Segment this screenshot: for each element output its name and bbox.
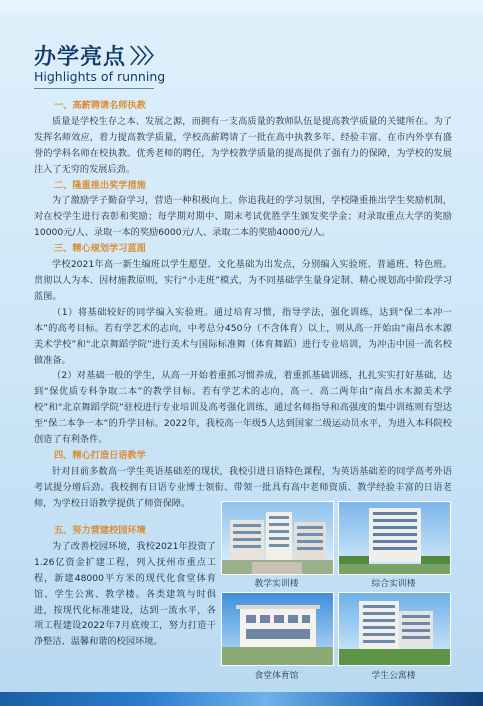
title-underline — [34, 88, 154, 89]
photo-canteen-gym — [221, 592, 334, 666]
page-subtitle: Highlights of running — [34, 69, 166, 84]
section-3-paragraph-3: （2）对基础一般的学生，从高一开始着重抓习惯养成，着重抓基础训练，扎扎实实打好基础，达到“保优质专科争取二本”的教学目标。若有学艺术的志向，高一、高二两年由“南昌水木源美术学校”和“北京舞蹈学院”驻校进行专业培训及高考强化训练，通过名师指导和高强度的集中训练则有望达至“保二本争一本”的升学目标。2022年，我校高一年级5人达到国家二级运动员水平，为进入本科院校创造了有利条件。 — [34, 370, 452, 446]
section-5 — [34, 523, 216, 650]
caption-teaching-building: 教学实训楼 — [254, 579, 299, 589]
section-5-paragraph: 为了改善校园环境，我校2021年投资了1.26亿资金扩建工程，列入抚州市重点工程，新建48000平方米的现代化食堂体育馆、学生公寓、教学楼。各类建筑与时俱进，按现代化标准建设，达到一流水平，各项工程建设2022年7月底竣工，努力打造干净整洁、温馨和谐的校园环境。 — [34, 540, 216, 648]
photo-teaching-building — [221, 501, 334, 575]
section-2-paragraph: 为了激励学子勤奋学习，营造一种积极向上、你追我赶的学习氛围，学校隆重推出学生奖励机制，对在校学生进行表彰和奖励；每学期对期中、期末考试优胜学生颁发奖学金；对录取重点大学的奖励10000元/人、录取一本的奖励6000元/人、录取二本的奖励4000元/人。 — [34, 195, 452, 239]
photo-comprehensive-building — [338, 501, 451, 575]
building-icon — [222, 593, 333, 665]
caption-canteen-gym: 食堂体育馆 — [254, 671, 299, 681]
section-heading-5: 五、努力营建校园环境 — [54, 525, 146, 536]
section-3-paragraph-2: （1）将基础较好的同学编入实验班。通过培育习惯，指导学法，强化训练，达到“保二本冲一本”的高考目标。若有学艺术的志向，中考总分450分（不含体育）以上，则从高一开始由“南昌水木源美术学校”和“北京舞蹈学院”进行美术与国际标准舞（体育舞蹈）进行专业培训，为冲击中国一流名校做准备。 — [34, 306, 452, 366]
bottom-band — [0, 692, 483, 706]
photo-student-dormitory — [338, 592, 451, 666]
section-4-paragraph: 针对目前多数高一学生英语基础差的现状，我校引进日语特色课程，为英语基础差的同学高考外语考试提分增后劲。我校拥有日语专业博士领衔、带领一批具有高中老师资质、教学经验丰富的日语老师，为学校日语教学提供了师资保障。 — [34, 465, 452, 509]
section-heading-4: 四、精心打造日语教学 — [54, 449, 146, 461]
building-icon — [222, 502, 333, 574]
page-title: 办学亮点 — [34, 45, 127, 70]
caption-comprehensive-building: 综合实训楼 — [371, 579, 416, 589]
top-band — [0, 0, 483, 12]
building-icon — [339, 593, 450, 665]
section-heading-1: 一、高薪聘请名师执教 — [54, 100, 146, 111]
section-heading-2: 二、隆重推出奖学措施 — [54, 179, 146, 191]
caption-student-dormitory: 学生公寓楼 — [371, 671, 416, 681]
building-icon — [339, 502, 450, 574]
section-1-paragraph: 质量是学校生存之本、发展之源，而拥有一支高质量的教师队伍是提高教学质量的关键所在。为了发挥名师效应，着力提高教学质量，学校高薪聘请了一批在高中执教多年、经验丰富、在市内外享有盛誉的学科名师在校执教。优秀老师的聘任，为学校教学质量的提高提供了强有力的保障，为学校的发展注入了无穷的发展后劲。 — [34, 115, 452, 175]
article-body — [34, 98, 452, 512]
section-3-paragraph-1: 学校2021年高一新生编班以学生愿望、文化基础为出发点，分别编入实验班、普通班、特色班。贯彻以人为本、因材施教原则，实行“小走班”模式，为不同基础学生量身定制、精心规划高中阶段学习蓝图。 — [34, 259, 452, 302]
section-heading-3: 三、精心规划学习蓝图 — [54, 243, 146, 255]
chevron-right-icon: 〉〉〉 — [130, 44, 161, 68]
